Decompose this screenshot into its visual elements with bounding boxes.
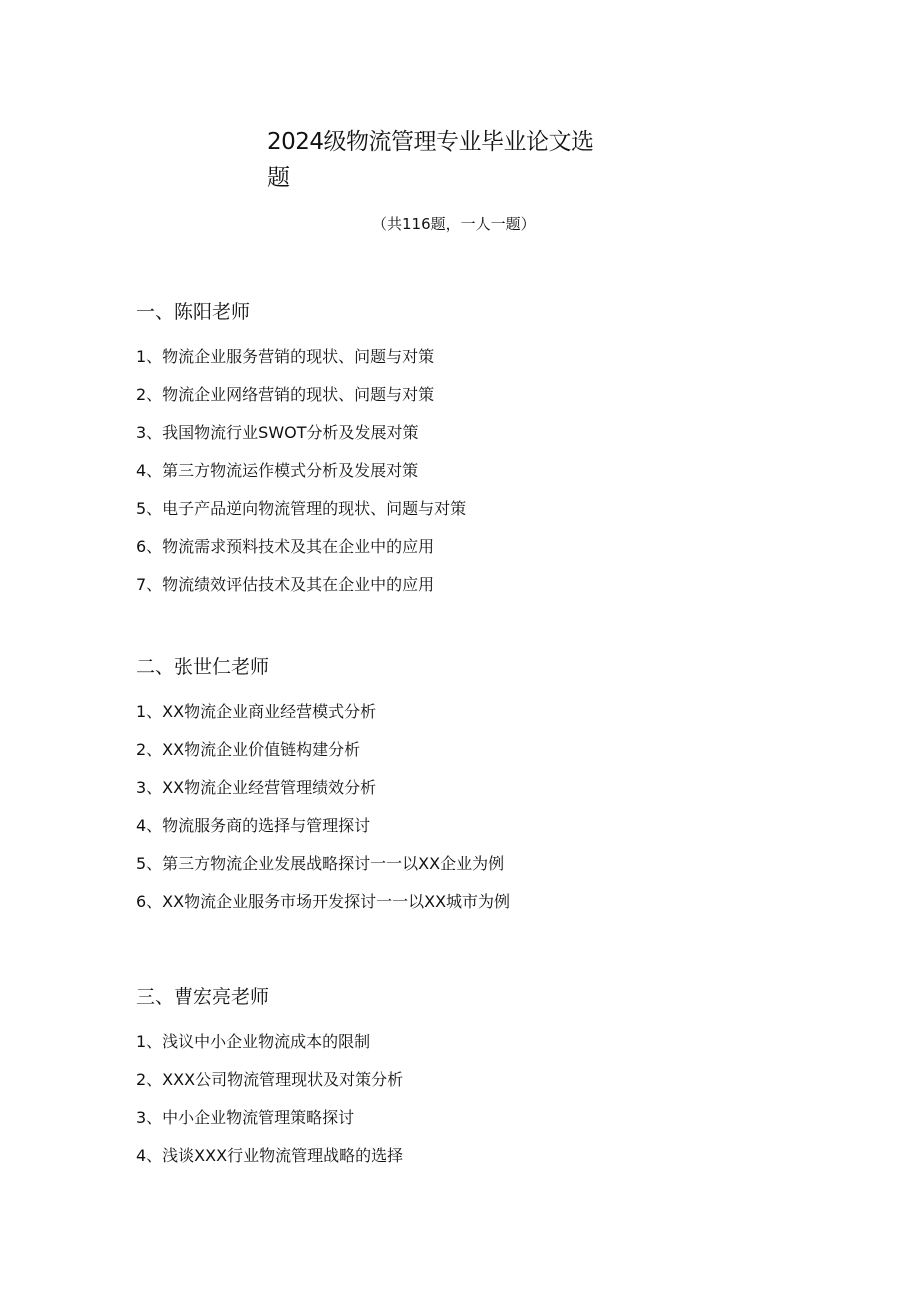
topic-item: 3、XX物流企业经营管理绩效分析 [136,778,377,797]
topic-item: 3、中小企业物流管理策略探讨 [136,1108,355,1127]
topic-item: 6、物流需求预料技术及其在企业中的应用 [136,537,435,556]
section-zhang-shiren [136,653,836,921]
topic-item: 3、我国物流行业SWOT分析及发展对策 [136,423,419,442]
document-title: 2024级物流管理专业毕业论文选题 [267,129,594,191]
section-cao-hongliang [136,983,836,1175]
topic-item: 4、浅谈XXX行业物流管理战略的选择 [136,1146,404,1165]
section-chen-yang [136,298,836,604]
topic-item: 1、浅议中小企业物流成本的限制 [136,1032,371,1051]
topic-list [136,1023,836,1175]
topic-item: 4、物流服务商的选择与管理探讨 [136,816,371,835]
topic-item: 1、物流企业服务营销的现状、问题与对策 [136,347,435,366]
topic-item: 2、物流企业网络营销的现状、问题与对策 [136,385,435,404]
topic-list [136,338,836,604]
topic-item: 2、XXX公司物流管理现状及对策分析 [136,1070,404,1089]
section-heading: 二、张世仁老师 [136,656,270,678]
topic-item: 5、电子产品逆向物流管理的现状、问题与对策 [136,499,467,518]
topic-list [136,693,836,921]
topic-item: 2、XX物流企业价值链构建分析 [136,740,361,759]
section-heading: 一、陈阳老师 [136,301,251,323]
topic-item: 7、物流绩效评估技术及其在企业中的应用 [136,575,435,594]
topic-item: 5、第三方物流企业发展战略探讨一一以XX企业为例 [136,854,505,873]
section-heading: 三、曹宏亮老师 [136,986,270,1008]
topic-item: 6、XX物流企业服务市场开发探讨一一以XX城市为例 [136,892,511,911]
topic-item: 4、第三方物流运作模式分析及发展对策 [136,461,419,480]
topic-item: 1、XX物流企业商业经营模式分析 [136,702,377,721]
document-subtitle: （共116题，一人一题） [372,215,536,233]
